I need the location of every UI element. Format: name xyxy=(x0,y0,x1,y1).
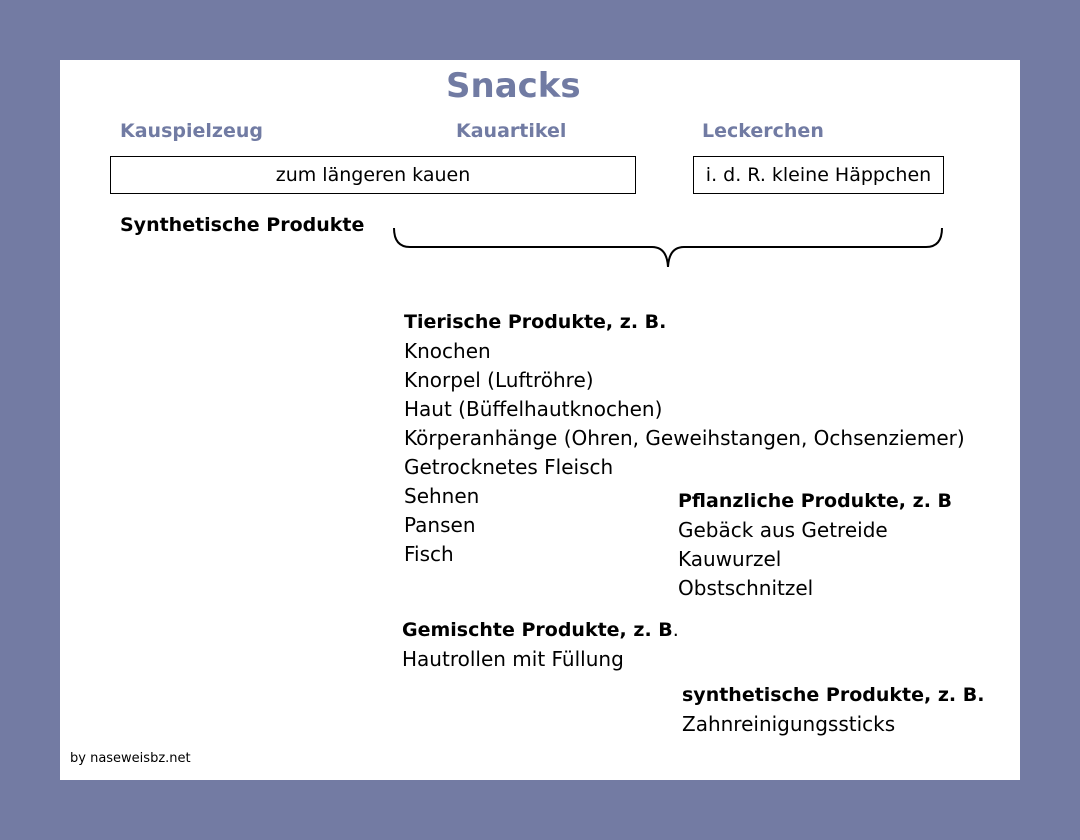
synthetisch-header: synthetische Produkte, z. B. xyxy=(682,684,985,706)
box-haeppchen: i. d. R. kleine Häppchen xyxy=(693,156,944,194)
credit-text: by naseweisbz.net xyxy=(70,751,191,766)
pflanzlich-header: Pflanzliche Produkte, z. B xyxy=(678,490,953,512)
group-synthetisch xyxy=(682,681,984,739)
slide-canvas xyxy=(60,60,1020,780)
tierisch-item: Getrocknetes Fleisch xyxy=(404,455,614,479)
pflanzlich-item: Gebäck aus Getreide xyxy=(678,518,888,542)
gemischt-header-suffix: . xyxy=(672,619,679,641)
tierisch-item: Fisch xyxy=(404,542,454,566)
gemischt-item: Hautrollen mit Füllung xyxy=(402,647,624,671)
pflanzlich-item: Obstschnitzel xyxy=(678,576,814,600)
group-pflanzlich xyxy=(678,487,952,603)
category-kauspielzeug: Kauspielzeug xyxy=(120,120,263,142)
tierisch-item: Knorpel (Luftröhre) xyxy=(404,368,594,392)
curly-brace xyxy=(390,225,950,275)
synthetic-products-label: Synthetische Produkte xyxy=(120,214,365,236)
tierisch-item: Haut (Büffelhautknochen) xyxy=(404,397,663,421)
box-kauen: zum längeren kauen xyxy=(110,156,636,194)
group-gemischt xyxy=(402,616,679,674)
tierisch-item: Sehnen xyxy=(404,484,480,508)
gemischt-header xyxy=(402,616,679,645)
diagram-title: Snacks xyxy=(446,66,581,106)
tierisch-item: Körperanhänge (Ohren, Geweihstangen, Ochsenziemer) xyxy=(404,426,965,450)
gemischt-header-text: Gemischte Produkte, z. B xyxy=(402,619,673,641)
pflanzlich-item: Kauwurzel xyxy=(678,547,782,571)
tierisch-item: Knochen xyxy=(404,339,491,363)
category-kauartikel: Kauartikel xyxy=(456,120,567,142)
tierisch-header: Tierische Produkte, z. B. xyxy=(404,311,667,333)
tierisch-item: Pansen xyxy=(404,513,476,537)
synthetisch-item: Zahnreinigungssticks xyxy=(682,712,896,736)
category-leckerchen: Leckerchen xyxy=(702,120,824,142)
